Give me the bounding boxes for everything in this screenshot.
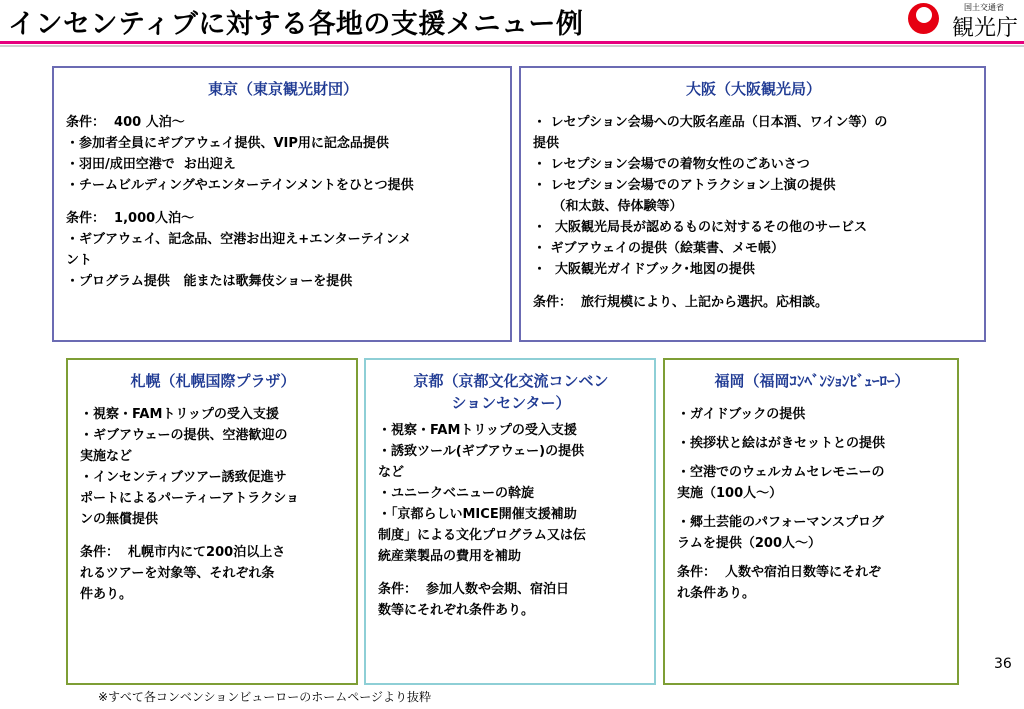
sapporo-box-title: 札幌（札幌国際プラザ） xyxy=(130,372,296,390)
agency-logo xyxy=(908,0,1024,41)
fukuoka-box-title: 福岡（福岡ｺﾝﾍﾞﾝｼｮﾝﾋﾞｭｰﾛｰ） xyxy=(714,372,910,390)
tokyo-box-title: 東京（東京観光財団） xyxy=(207,80,358,98)
spacer xyxy=(80,530,346,542)
fukuoka-line: ・郷土芸能のパフォーマンスプログ xyxy=(677,515,884,530)
tokyo-line: ・羽田/成田空港で お出迎え xyxy=(66,157,236,172)
osaka-line: 条件： 旅行規模により、上記から選択。応相談。 xyxy=(533,295,829,310)
tokyo-line: ント xyxy=(66,253,93,268)
sapporo-line: ンの無償提供 xyxy=(80,512,159,527)
tokyo-line: ・ギブアウェイ、記念品、空港お出迎え+エンターテインメ xyxy=(66,232,412,247)
sapporo-line: ・ギブアウェーの提供、空港歓迎の xyxy=(80,428,288,443)
kyoto-support-box xyxy=(364,358,656,685)
osaka-line: ・ 大阪観光ガイドブック･地図の提供 xyxy=(533,262,755,277)
spacer xyxy=(677,504,947,512)
kyoto-line: 数等にそれぞれ条件あり。 xyxy=(378,603,535,618)
sapporo-line: ・視察・FAMトリップの受入支援 xyxy=(80,407,279,422)
kyoto-title-line-2: ションセンター） xyxy=(451,394,571,412)
logo-emblem-icon xyxy=(908,3,939,34)
source-footnote: ※すべて各コンベンションビューローのホームページより抜粋 xyxy=(98,690,432,704)
osaka-line: ・ ギブアウェイの提供（絵葉書、メモ帳） xyxy=(533,241,785,256)
sapporo-support-box xyxy=(66,358,358,685)
tokyo-line: 条件： 400 人泊〜 xyxy=(66,115,185,130)
tokyo-line: ・参加者全員にギブアウェイ提供、VIP用に記念品提供 xyxy=(66,136,389,151)
osaka-line: 提供 xyxy=(533,136,560,151)
kyoto-line: ・「京都らしいMICE開催支援補助 xyxy=(378,507,577,522)
tokyo-line: ・プログラム提供 能または歌舞伎ショーを提供 xyxy=(66,274,353,289)
tokyo-line: 条件： 1,000人泊〜 xyxy=(66,211,195,226)
fukuoka-support-box xyxy=(663,358,959,685)
sapporo-line: 実施など xyxy=(80,449,133,464)
sapporo-line: ポートによるパーティーアトラクショ xyxy=(80,491,300,506)
spacer xyxy=(533,280,974,292)
sapporo-line: れるツアーを対象等、それぞれ条 xyxy=(80,566,275,581)
fukuoka-line: ・挨拶状と絵はがきセットとの提供 xyxy=(677,436,886,451)
fukuoka-line: れ条件あり。 xyxy=(677,586,756,601)
spacer xyxy=(677,425,947,433)
kyoto-line: 条件： 参加人数や会期、宿泊日 xyxy=(378,582,570,597)
osaka-support-box xyxy=(519,66,986,342)
osaka-line: ・ レセプション会場への大阪名産品（日本酒、ワイン等）の xyxy=(533,115,888,130)
page-number: 36 xyxy=(994,656,1012,672)
spacer xyxy=(677,554,947,562)
spacer xyxy=(66,196,500,208)
kyoto-box-title xyxy=(378,370,644,414)
kyoto-line: 制度」による文化プログラム又は伝 xyxy=(378,528,586,543)
tokyo-support-box xyxy=(52,66,512,342)
fukuoka-line: ・ガイドブックの提供 xyxy=(677,407,806,422)
title-underline-accent xyxy=(0,41,1024,44)
osaka-line: ・ レセプション会場でのアトラクション上演の提供 xyxy=(533,178,836,193)
logo-agency-text: 観光庁 xyxy=(952,16,1019,41)
kyoto-line: など xyxy=(378,465,405,480)
osaka-box-title: 大阪（大阪観光局） xyxy=(685,80,821,98)
fukuoka-line: 条件： 人数や宿泊日数等にそれぞ xyxy=(677,565,882,580)
tokyo-line: ・チームビルディングやエンターテインメントをひとつ提供 xyxy=(66,178,414,193)
title-underline-shadow xyxy=(0,45,1024,47)
sapporo-line: ・インセンティブツアー誘致促進サ xyxy=(80,470,287,485)
sapporo-line: 件あり。 xyxy=(80,587,133,602)
osaka-line: ・ 大阪観光局長が認めるものに対するその他のサービス xyxy=(533,220,868,235)
kyoto-line: ・誘致ツール(ギブアウェー)の提供 xyxy=(378,444,585,459)
kyoto-line: 統産業製品の費用を補助 xyxy=(378,549,522,564)
spacer xyxy=(677,454,947,462)
spacer xyxy=(378,567,644,579)
kyoto-line: ・ユニークベニューの斡旋 xyxy=(378,486,535,501)
kyoto-line: ・視察・FAMトリップの受入支援 xyxy=(378,423,577,438)
slide-title: インセンティブに対する各地の支援メニュー例 xyxy=(8,9,584,40)
osaka-line: ・ レセプション会場での着物女性のごあいさつ xyxy=(533,157,810,172)
kyoto-title-line-1: 京都（京都文化交流コンベン xyxy=(413,372,609,390)
sapporo-line: 条件： 札幌市内にて200泊以上さ xyxy=(80,545,286,560)
osaka-line: （和太鼓、侍体験等） xyxy=(533,199,683,214)
fukuoka-line: ラムを提供（200人〜） xyxy=(677,536,822,551)
logo-ministry-text: 国土交通省 xyxy=(964,3,1004,12)
fukuoka-line: ・空港でのウェルカムセレモニーの xyxy=(677,465,885,480)
fukuoka-line: 実施（100人〜） xyxy=(677,486,783,501)
